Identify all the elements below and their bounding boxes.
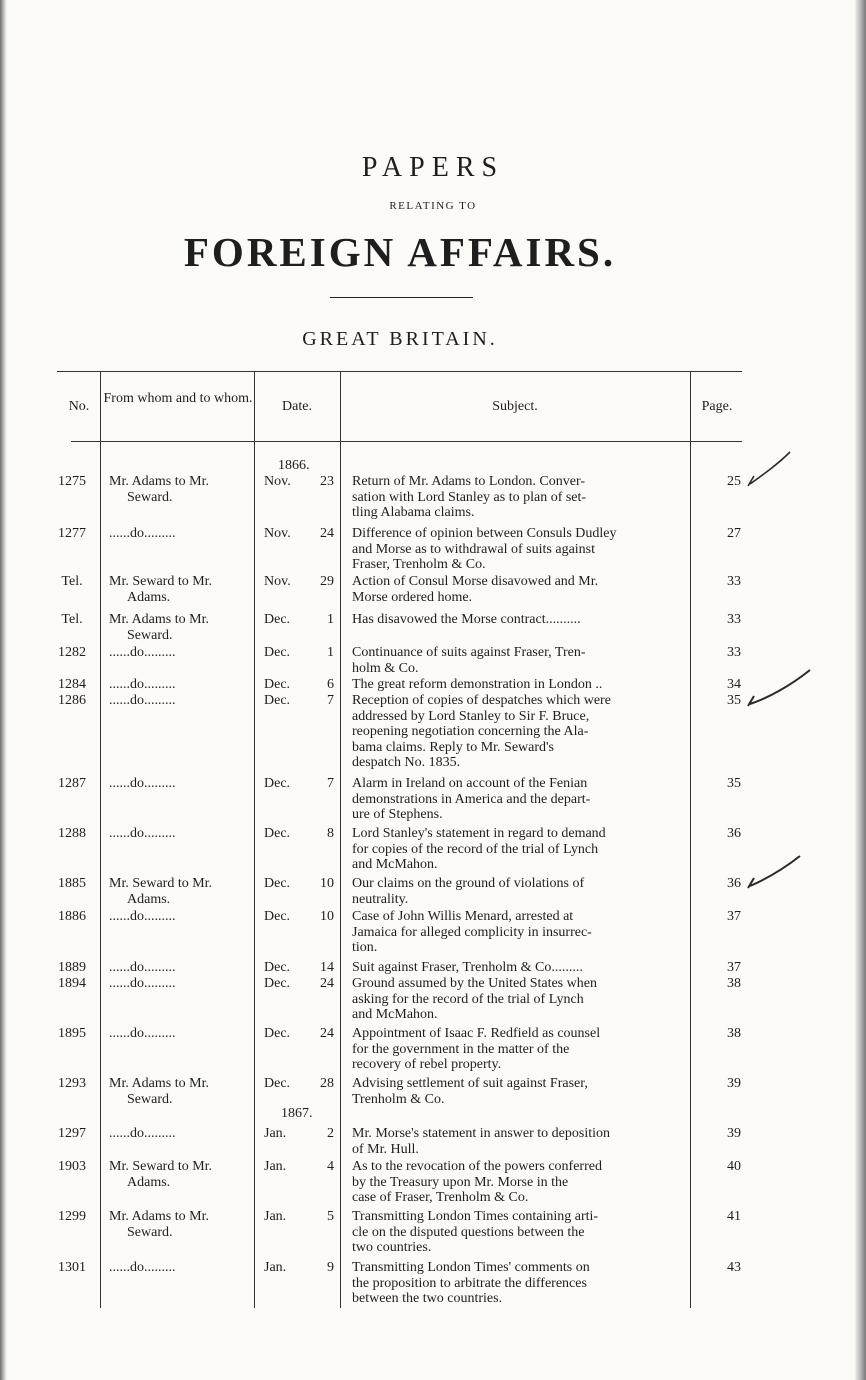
date-day: 6 xyxy=(327,677,334,692)
column-divider xyxy=(690,372,691,1308)
date-month: Dec. xyxy=(264,909,291,924)
date-day: 1 xyxy=(327,612,334,627)
date-month: Dec. xyxy=(264,776,291,791)
correspondents-line: Mr. Seward to Mr. xyxy=(109,876,213,891)
correspondents xyxy=(109,526,251,542)
row-number: 1885 xyxy=(58,876,86,891)
subject-text xyxy=(352,1026,685,1073)
year-label: 1867. xyxy=(281,1106,313,1121)
subject-text xyxy=(352,526,685,573)
subject-line: Jamaica for alleged complicity in insurrec- xyxy=(352,924,592,940)
correspondents xyxy=(109,677,251,693)
document-subtitle: RELATING TO xyxy=(389,200,477,212)
correspondents xyxy=(109,693,251,709)
date-day: 24 xyxy=(320,976,334,991)
correspondents xyxy=(109,474,251,505)
date-month: Dec. xyxy=(264,876,291,891)
row-number: 1299 xyxy=(58,1209,86,1224)
subject-text xyxy=(352,876,685,907)
date-day: 7 xyxy=(327,693,334,708)
subject-line: Has disavowed the Morse contract.......... xyxy=(352,612,581,627)
subject-line: Continuance of suits against Fraser, Tren- xyxy=(352,645,586,660)
subject-line: between the two countries. xyxy=(352,1291,503,1306)
correspondents xyxy=(109,1209,251,1240)
correspondents-line: Mr. Adams to Mr. xyxy=(109,612,209,627)
date-day: 1 xyxy=(327,645,334,660)
correspondents-line: ......do......... xyxy=(109,1126,176,1141)
subject-line: Return of Mr. Adams to London. Conver- xyxy=(352,474,586,489)
column-header-no: No. xyxy=(68,399,90,414)
subject-text xyxy=(352,1159,685,1206)
correspondents xyxy=(109,1260,251,1276)
date-day: 8 xyxy=(327,826,334,841)
correspondents-line: ......do......... xyxy=(109,693,176,708)
page-number: 37 xyxy=(727,909,741,924)
page-number: 36 xyxy=(727,876,741,891)
subject-text xyxy=(352,776,685,823)
subject-text xyxy=(352,1076,685,1107)
correspondents xyxy=(109,1076,251,1107)
subject-line: for copies of the record of the trial of Lynch xyxy=(352,841,599,857)
date-month: Jan. xyxy=(264,1126,287,1141)
page-number: 33 xyxy=(727,612,741,627)
subject-line: case of Fraser, Trenholm & Co. xyxy=(352,1190,529,1205)
correspondents-line: Mr. Seward to Mr. xyxy=(109,574,213,589)
subject-line: and McMahon. xyxy=(352,857,438,872)
subject-line: of Mr. Hull. xyxy=(352,1141,419,1157)
subject-line: Fraser, Trenholm & Co. xyxy=(352,557,486,572)
row-number: 1894 xyxy=(58,976,86,991)
row-number: 1293 xyxy=(58,1076,86,1091)
document-main-title: FOREIGN AFFAIRS. xyxy=(183,229,617,275)
page-number: 25 xyxy=(727,474,741,489)
correspondents xyxy=(109,876,251,907)
correspondents-line: Seward. xyxy=(127,627,173,643)
page-number: 37 xyxy=(727,960,741,975)
row-number: 1277 xyxy=(58,526,86,541)
correspondents xyxy=(109,909,251,925)
subject-line: Our claims on the ground of violations of xyxy=(352,876,585,891)
date-month: Dec. xyxy=(264,960,291,975)
page-number: 41 xyxy=(727,1209,741,1224)
date-day: 10 xyxy=(320,909,334,924)
correspondents-line: ......do......... xyxy=(109,526,176,541)
correspondents-line: ......do......... xyxy=(109,776,176,791)
correspondents-line: Adams. xyxy=(127,891,171,907)
row-number: 1284 xyxy=(58,677,86,692)
subject-line: tion. xyxy=(352,940,378,955)
subject-line: As to the revocation of the powers conferred xyxy=(352,1159,602,1174)
page-number: 34 xyxy=(727,677,741,692)
subject-text xyxy=(352,677,685,693)
correspondents xyxy=(109,976,251,992)
date-month: Dec. xyxy=(264,1076,291,1091)
page-number: 39 xyxy=(727,1076,741,1091)
correspondents xyxy=(109,826,251,842)
page-number: 35 xyxy=(727,776,741,791)
column-divider xyxy=(254,372,255,1308)
pencil-check-mark xyxy=(744,852,804,894)
row-number: Tel. xyxy=(61,612,83,627)
row-number: 1288 xyxy=(58,826,86,841)
date-month: Dec. xyxy=(264,645,291,660)
date-month: Jan. xyxy=(264,1209,287,1224)
subject-line: and Morse as to withdrawal of suits against xyxy=(352,541,596,557)
page-number: 36 xyxy=(727,826,741,841)
row-number: 1301 xyxy=(58,1260,86,1275)
row-number: 1282 xyxy=(58,645,86,660)
subject-text xyxy=(352,826,685,873)
row-number: 1895 xyxy=(58,1026,86,1041)
date-day: 5 xyxy=(327,1209,334,1224)
subject-line: addressed by Lord Stanley to Sir F. Bruce, xyxy=(352,708,590,724)
correspondents xyxy=(109,1026,251,1042)
title-divider xyxy=(330,297,473,298)
page-number: 33 xyxy=(727,645,741,660)
subject-text xyxy=(352,1260,685,1307)
correspondents-line: Mr. Adams to Mr. xyxy=(109,1076,209,1091)
correspondents xyxy=(109,612,251,643)
subject-text xyxy=(352,960,685,976)
subject-text xyxy=(352,1209,685,1256)
subject-line: neutrality. xyxy=(352,891,409,907)
correspondents-line: Mr. Adams to Mr. xyxy=(109,474,209,489)
correspondents xyxy=(109,1159,251,1190)
date-day: 14 xyxy=(320,960,334,975)
date-month: Nov. xyxy=(264,574,291,589)
page-number: 27 xyxy=(727,526,741,541)
page-number: 43 xyxy=(727,1260,741,1275)
correspondents-line: Mr. Adams to Mr. xyxy=(109,1209,209,1224)
subject-line: Case of John Willis Menard, arrested at xyxy=(352,909,574,924)
correspondents-line: ......do......... xyxy=(109,1026,176,1041)
date-day: 7 xyxy=(327,776,334,791)
correspondents xyxy=(109,645,251,661)
subject-line: by the Treasury upon Mr. Morse in the xyxy=(352,1174,569,1190)
row-number: 1886 xyxy=(58,909,86,924)
row-number: Tel. xyxy=(61,574,83,589)
subject-line: reopening negotiation concerning the Ala- xyxy=(352,724,589,739)
subject-text xyxy=(352,909,685,956)
date-day: 29 xyxy=(320,574,334,589)
subject-line: ure of Stephens. xyxy=(352,807,443,822)
correspondents-line: ......do......... xyxy=(109,645,176,660)
date-day: 24 xyxy=(320,526,334,541)
correspondents-line: ......do......... xyxy=(109,960,176,975)
date-day: 4 xyxy=(327,1159,334,1174)
date-month: Dec. xyxy=(264,693,291,708)
section-title: GREAT BRITAIN. xyxy=(302,328,498,350)
subject-line: Transmitting London Times' comments on xyxy=(352,1260,590,1275)
date-day: 24 xyxy=(320,1026,334,1041)
date-month: Nov. xyxy=(264,474,291,489)
year-label: 1866. xyxy=(278,458,310,473)
subject-line: tling Alabama claims. xyxy=(352,505,475,520)
date-month: Jan. xyxy=(264,1159,287,1174)
page-number: 40 xyxy=(727,1159,741,1174)
date-day: 23 xyxy=(320,474,334,489)
date-day: 2 xyxy=(327,1126,334,1141)
subject-line: Ground assumed by the United States when xyxy=(352,976,597,991)
subject-line: for the government in the matter of the xyxy=(352,1041,570,1057)
subject-line: and McMahon. xyxy=(352,1007,438,1022)
column-divider xyxy=(340,372,341,1308)
subject-text xyxy=(352,645,685,676)
date-day: 10 xyxy=(320,876,334,891)
table-top-rule xyxy=(57,371,742,372)
date-month: Dec. xyxy=(264,612,291,627)
subject-line: Trenholm & Co. xyxy=(352,1091,445,1107)
correspondents-line: ......do......... xyxy=(109,909,176,924)
correspondents-line: ......do......... xyxy=(109,826,176,841)
page-number: 35 xyxy=(727,693,741,708)
subject-line: cle on the disputed questions between the xyxy=(352,1224,585,1240)
column-header-from: From whom and to whom. xyxy=(103,391,253,406)
page-number: 38 xyxy=(727,976,741,991)
correspondents xyxy=(109,574,251,605)
subject-line: Morse ordered home. xyxy=(352,589,473,605)
subject-line: demonstrations in America and the depart- xyxy=(352,791,591,807)
correspondents-line: Adams. xyxy=(127,589,171,605)
subject-text xyxy=(352,474,685,521)
column-header-date: Date. xyxy=(282,399,312,414)
column-divider xyxy=(100,372,101,1308)
subject-line: asking for the record of the trial of Lynch xyxy=(352,991,584,1007)
correspondents-line: Adams. xyxy=(127,1174,171,1190)
subject-line: Difference of opinion between Consuls Dudley xyxy=(352,526,617,541)
subject-text xyxy=(352,693,685,771)
subject-line: the proposition to arbitrate the differences xyxy=(352,1275,587,1291)
row-number: 1903 xyxy=(58,1159,86,1174)
subject-line: The great reform demonstration in London .. xyxy=(352,677,603,692)
column-header-subject: Subject. xyxy=(492,399,538,414)
correspondents-line: Seward. xyxy=(127,1224,173,1240)
row-number: 1287 xyxy=(58,776,86,791)
pencil-check-mark xyxy=(744,448,794,492)
subject-line: Reception of copies of despatches which were xyxy=(352,693,611,708)
correspondents xyxy=(109,1126,251,1142)
date-month: Nov. xyxy=(264,526,291,541)
subject-text xyxy=(352,574,685,605)
date-month: Dec. xyxy=(264,976,291,991)
subject-line: Appointment of Isaac F. Redfield as counsel xyxy=(352,1026,601,1041)
date-month: Dec. xyxy=(264,826,291,841)
subject-text xyxy=(352,612,685,628)
page-number: 38 xyxy=(727,1026,741,1041)
subject-line: despatch No. 1835. xyxy=(352,755,461,770)
page-number: 33 xyxy=(727,574,741,589)
row-number: 1297 xyxy=(58,1126,86,1141)
subject-line: recovery of rebel property. xyxy=(352,1057,502,1072)
subject-line: bama claims. Reply to Mr. Seward's xyxy=(352,739,554,755)
correspondents-line: Seward. xyxy=(127,1091,173,1107)
subject-line: Suit against Fraser, Trenholm & Co......... xyxy=(352,960,583,975)
row-number: 1275 xyxy=(58,474,86,489)
page-number: 39 xyxy=(727,1126,741,1141)
subject-line: Action of Consul Morse disavowed and Mr. xyxy=(352,574,599,589)
row-number: 1889 xyxy=(58,960,86,975)
subject-text xyxy=(352,976,685,1023)
date-day: 9 xyxy=(327,1260,334,1275)
subject-line: Transmitting London Times containing arti- xyxy=(352,1209,599,1224)
correspondents xyxy=(109,776,251,792)
correspondents-line: ......do......... xyxy=(109,1260,176,1275)
row-number: 1286 xyxy=(58,693,86,708)
column-header-page: Page. xyxy=(701,399,733,414)
correspondents-line: Mr. Seward to Mr. xyxy=(109,1159,213,1174)
subject-line: two countries. xyxy=(352,1240,432,1255)
subject-text xyxy=(352,1126,685,1157)
subject-line: holm & Co. xyxy=(352,660,419,676)
date-day: 28 xyxy=(320,1076,334,1091)
date-month: Dec. xyxy=(264,677,291,692)
document-title: PAPERS xyxy=(361,152,505,183)
table-header-rule xyxy=(71,441,742,442)
subject-line: sation with Lord Stanley as to plan of set- xyxy=(352,489,587,505)
pencil-check-mark xyxy=(744,664,814,712)
correspondents-line: Seward. xyxy=(127,489,173,505)
subject-line: Alarm in Ireland on account of the Fenian xyxy=(352,776,588,791)
subject-line: Lord Stanley's statement in regard to demand xyxy=(352,826,606,841)
correspondents-line: ......do......... xyxy=(109,976,176,991)
date-month: Jan. xyxy=(264,1260,287,1275)
correspondents-line: ......do......... xyxy=(109,677,176,692)
subject-line: Advising settlement of suit against Fraser, xyxy=(352,1076,588,1091)
subject-line: Mr. Morse's statement in answer to deposition xyxy=(352,1126,610,1141)
correspondents xyxy=(109,960,251,976)
date-month: Dec. xyxy=(264,1026,291,1041)
